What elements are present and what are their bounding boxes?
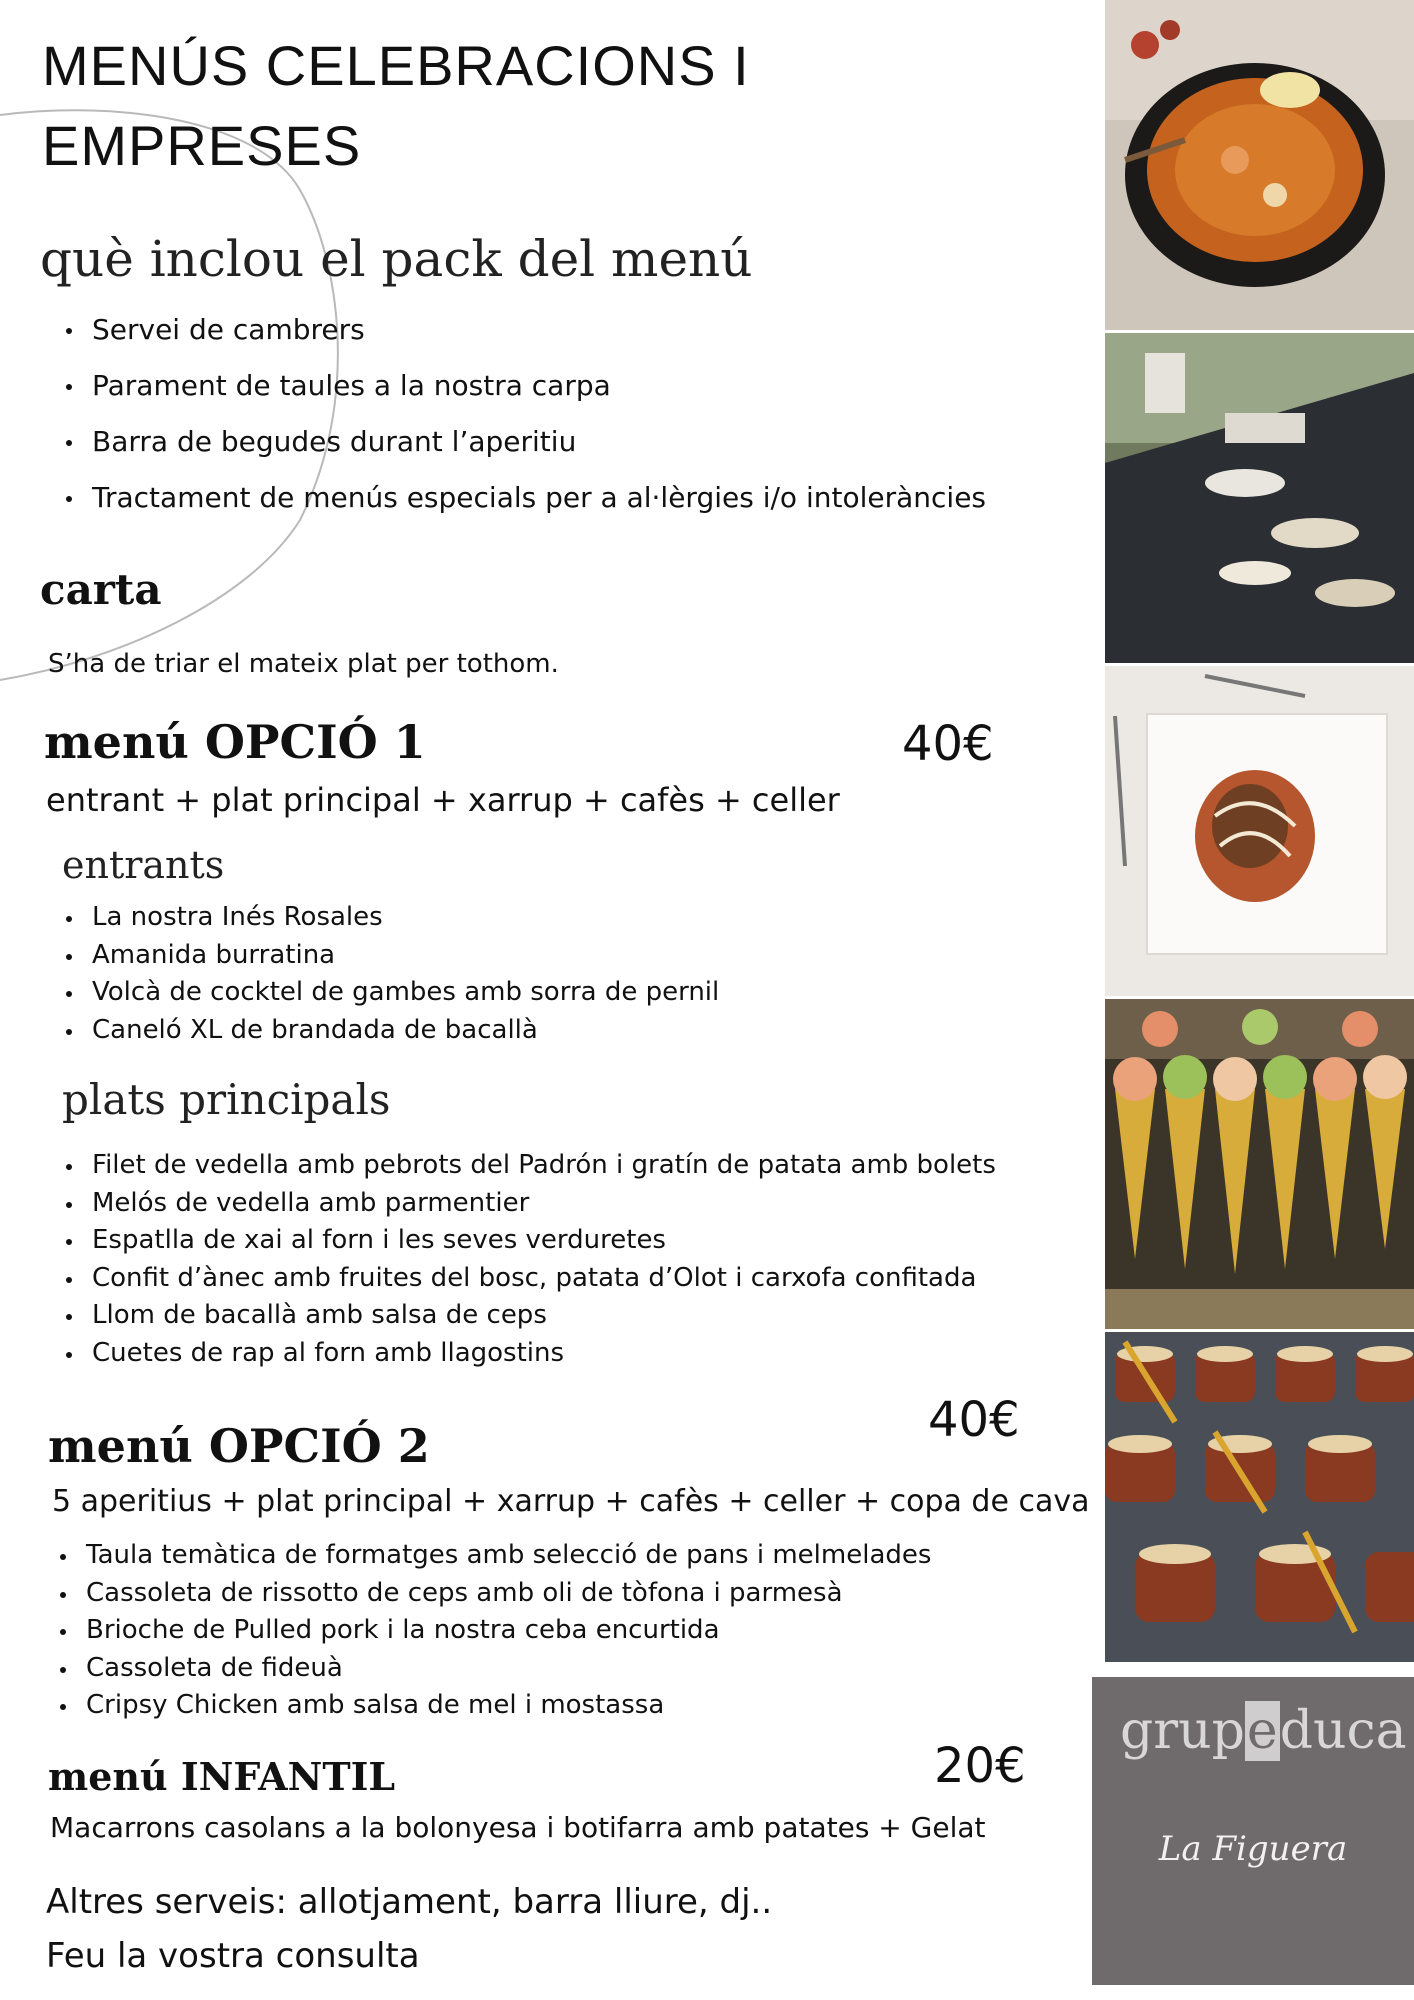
title-line-1: MENÚS CELEBRACIONS I bbox=[42, 34, 750, 97]
list-item: Brioche de Pulled pork i la nostra ceba encurtida bbox=[34, 1613, 1074, 1651]
list-item: Taula temàtica de formatges amb selecció de pans i melmelades bbox=[34, 1538, 1074, 1576]
list-item: Barra de begudes durant l’aperitiu bbox=[40, 424, 1080, 480]
cones-appetizer-photo bbox=[1105, 999, 1414, 1329]
list-item: Cuetes de rap al forn amb llagostins bbox=[40, 1336, 1080, 1374]
infantil-title: menú INFANTIL bbox=[48, 1754, 396, 1799]
list-item: Confit d’ànec amb fruites del bosc, patata d’Olot i carxofa confitada bbox=[40, 1261, 1080, 1299]
opcio2-desc: 5 aperitius + plat principal + xarrup + cafès + celler + copa de cava bbox=[52, 1484, 1090, 1519]
title-line-2: EMPRESES bbox=[42, 114, 362, 177]
plats-list bbox=[40, 1148, 1080, 1373]
buffet-table-photo bbox=[1105, 333, 1414, 663]
opcio1-title: menú OPCIÓ 1 bbox=[44, 715, 426, 769]
footer-services: Altres serveis: allotjament, barra lliure, dj.. bbox=[46, 1882, 773, 1922]
list-item: Melós de vedella amb parmentier bbox=[40, 1186, 1080, 1224]
logo-text-e: e bbox=[1246, 1701, 1278, 1761]
list-item: Servei de cambrers bbox=[40, 312, 1080, 368]
paella-photo bbox=[1105, 0, 1414, 330]
list-item: Amanida burratina bbox=[40, 938, 1080, 976]
list-item: Tractament de menús especials per a al·lèrgies i/o intoleràncies bbox=[40, 480, 1080, 536]
plated-dish-photo bbox=[1105, 666, 1414, 996]
list-item: Cassoleta de fideuà bbox=[34, 1651, 1074, 1689]
page-title bbox=[42, 26, 842, 186]
opcio2-list bbox=[34, 1538, 1074, 1726]
list-item: Volcà de cocktel de gambes amb sorra de pernil bbox=[40, 975, 1080, 1013]
list-item: La nostra Inés Rosales bbox=[40, 900, 1080, 938]
list-item: Cripsy Chicken amb salsa de mel i mostassa bbox=[34, 1688, 1074, 1726]
entrants-list bbox=[40, 900, 1080, 1050]
opcio1-price: 40€ bbox=[902, 716, 994, 772]
list-item: Parament de taules a la nostra carpa bbox=[40, 368, 1080, 424]
opcio2-title: menú OPCIÓ 2 bbox=[48, 1419, 430, 1473]
list-item: Llom de bacallà amb salsa de ceps bbox=[40, 1298, 1080, 1336]
list-item: Cassoleta de rissotto de ceps amb oli de tòfona i parmesà bbox=[34, 1576, 1074, 1614]
list-item: Caneló XL de brandada de bacallà bbox=[40, 1013, 1080, 1051]
footer-consult: Feu la vostra consulta bbox=[46, 1936, 420, 1976]
opcio2-price: 40€ bbox=[928, 1392, 1020, 1448]
carta-heading: carta bbox=[40, 565, 162, 614]
risotto-cups-photo bbox=[1105, 1332, 1414, 1662]
plats-heading: plats principals bbox=[62, 1075, 391, 1124]
list-item: Filet de vedella amb pebrots del Padrón i gratín de patata amb bolets bbox=[40, 1148, 1080, 1186]
infantil-price: 20€ bbox=[934, 1738, 1026, 1794]
opcio1-desc: entrant + plat principal + xarrup + cafès + celler bbox=[46, 781, 840, 819]
infantil-desc: Macarrons casolans a la bolonyesa i botifarra amb patates + Gelat bbox=[50, 1811, 986, 1844]
list-item: Espatlla de xai al forn i les seves verduretes bbox=[40, 1223, 1080, 1261]
entrants-heading: entrants bbox=[62, 843, 225, 887]
pack-heading: què inclou el pack del menú bbox=[40, 230, 753, 288]
carta-note: S’ha de triar el mateix plat per tothom. bbox=[48, 649, 559, 679]
logo-subtitle: La Figuera bbox=[1158, 1829, 1348, 1869]
grupeduca-logo bbox=[1092, 1677, 1414, 1985]
logo-wordmark bbox=[1120, 1695, 1407, 1767]
pack-list bbox=[40, 312, 1080, 536]
logo-text-a: grup bbox=[1120, 1701, 1245, 1761]
logo-text-b: duca bbox=[1279, 1701, 1407, 1761]
